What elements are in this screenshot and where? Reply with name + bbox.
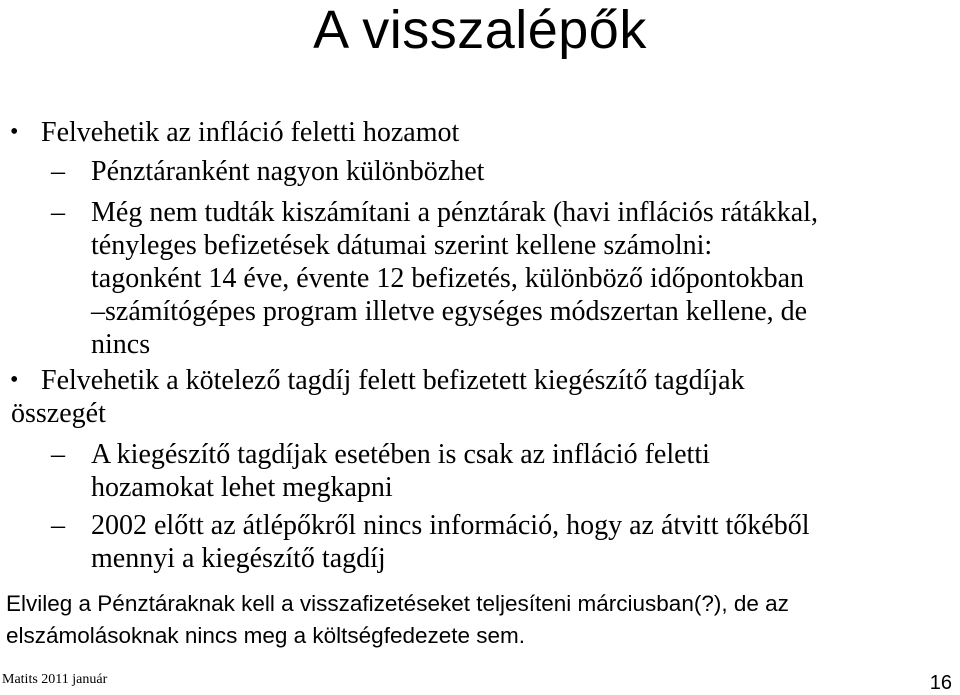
dash-icon: – [51, 510, 65, 541]
bullet-icon: • [10, 367, 19, 393]
sub-item [91, 438, 956, 504]
sub-item-line: tagonként 14 éve, évente 12 befizetés, különböző időpontokban [91, 263, 805, 294]
sub-item-line: nincs [91, 329, 151, 360]
sub-item: Pénztáranként nagyon különbözhet [91, 156, 485, 187]
dash-icon: – [51, 156, 65, 187]
footer-author-date: Matits 2011 január [2, 672, 108, 687]
bullet-item: Felvehetik az infláció feletti hozamot [41, 117, 460, 148]
bullet-icon: • [10, 119, 19, 145]
sub-item-line: mennyi a kiegészítő tagdíj [91, 543, 386, 574]
sub-item-line: A kiegészítő tagdíjak esetében is csak az infláció feletti [91, 439, 710, 470]
note-line: elszámolásoknak nincs meg a költségfedezete sem. [6, 623, 526, 648]
bullet-item-line: összegét [11, 398, 106, 429]
sub-item-line: Még nem tudták kiszámítani a pénztárak (havi inflációs rátákkal, [91, 197, 818, 228]
note-line: Elvileg a Pénztáraknak kell a visszafizetéseket teljesíteni márciusban(?), de az [6, 591, 789, 616]
dash-icon: – [51, 439, 65, 470]
sub-item-line: hozamokat lehet megkapni [91, 472, 393, 503]
bullet-item [11, 364, 953, 430]
sub-item [91, 196, 956, 361]
page-number: 16 [929, 672, 952, 694]
note-paragraph [6, 588, 956, 652]
sub-item-line: 2002 előtt az átlépőkről nincs információ, hogy az átvitt tőkéből [91, 510, 810, 541]
dash-icon: – [51, 197, 65, 228]
sub-item-line: –számítógépes program illetve egységes módszertan kellene, de [91, 296, 808, 327]
sub-item [91, 509, 956, 575]
bullet-item-line: Felvehetik a kötelező tagdíj felett befizetett kiegészítő tagdíjak [41, 365, 745, 396]
slide-title: A visszalépők [313, 0, 647, 60]
sub-item-line: tényleges befizetések dátumai szerint kellene számolni: [91, 230, 713, 261]
